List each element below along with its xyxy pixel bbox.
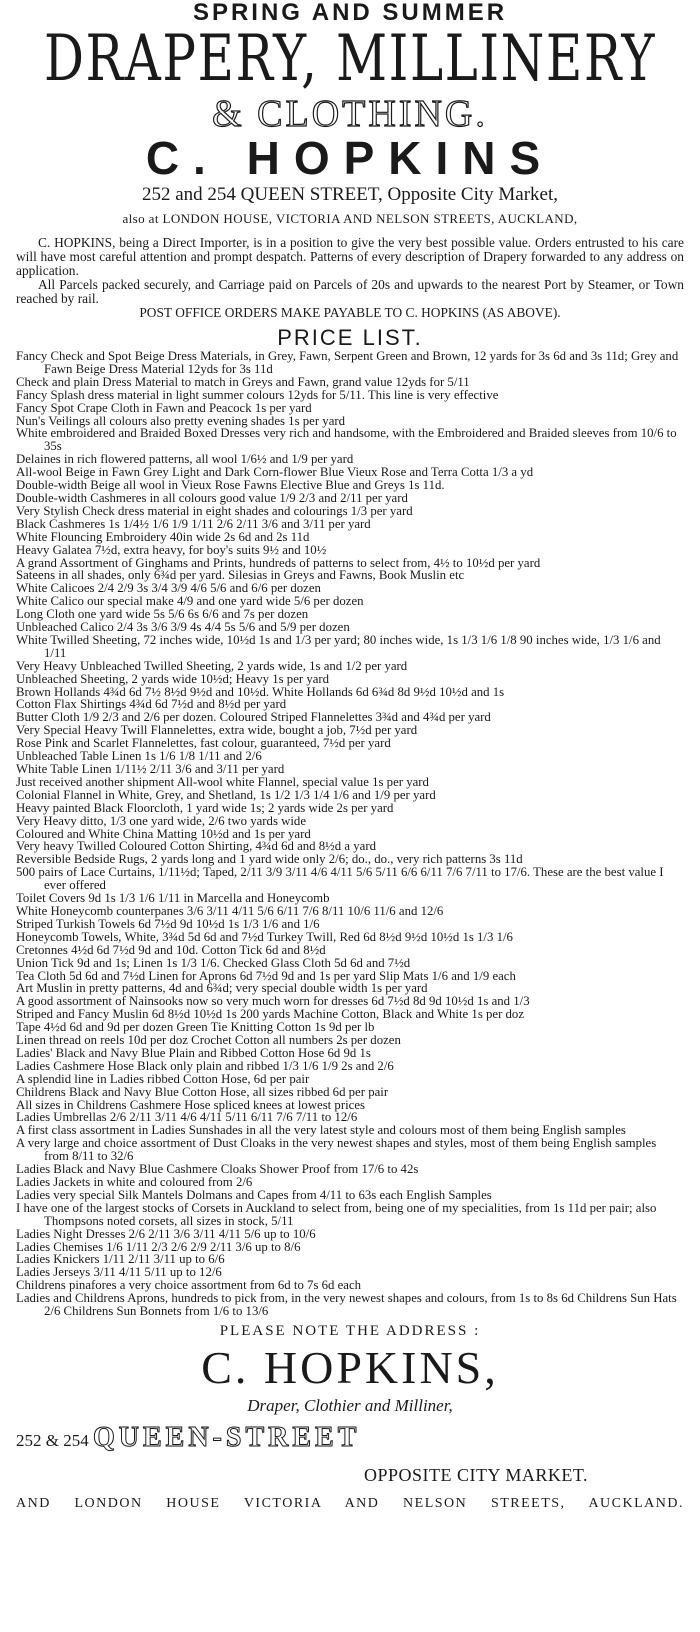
price-list-item: White Twilled Sheeting, 72 inches wide, 10½d 1s and 1/3 per yard; 80 inches wide, 1s 1/3 1/6 1/8 90 inches wide, 1/3 1/6 and 1/11	[16, 632, 661, 660]
price-list-item: Childrens Black and Navy Blue Cotton Hose, all sizes ribbed 6d per pair	[16, 1084, 389, 1099]
price-list-item: Ladies Knickers 1/11 2/11 3/11 up to 6/6	[16, 1252, 225, 1267]
address-branch: also at LONDON HOUSE, VICTORIA AND NELSON STREETS, AUCKLAND,	[122, 211, 578, 226]
price-list-item: Toilet Covers 9d 1s 1/3 1/6 1/11 in Marcella and Honeycomb	[16, 891, 330, 906]
season-heading: SPRING AND SUMMER	[192, 0, 508, 26]
intro	[16, 236, 684, 320]
street-number: 252 & 254	[16, 1430, 89, 1450]
price-list-item: Colonial Flannel in White, Grey, and Shetland, 1s 1/2 1/3 1/4 1/6 and 1/9 per yard	[16, 787, 436, 802]
price-list-item: White Calicoes 2/4 2/9 3s 3/4 3/9 4/6 5/6 and 6/6 per dozen	[16, 581, 321, 596]
price-list	[16, 350, 684, 1318]
signature-branch: AND LONDON HOUSE VICTORIA AND NELSON STREETS, AUCKLAND.	[16, 1495, 684, 1511]
signature-opposite: OPPOSITE CITY MARKET.	[363, 1464, 588, 1485]
price-list-item: Long Cloth one yard wide 5s 5/6 6s 6/6 and 7s per dozen	[16, 607, 309, 622]
street-name: QUEEN-STREET	[92, 1421, 361, 1453]
price-list-item: Ladies and Childrens Aprons, hundreds to pick from, in the very newest shapes and colours, from 1s to 8s 6d Childrens Sun Hats 2/6 Childrens Sun Bonnets from 1/6 to 13/6	[16, 1291, 677, 1319]
price-list-item: A grand Assortment of Ginghams and Prints, hundreds of patterns to select from, 4½ to 10½d per yard	[16, 555, 541, 570]
price-list-item: Unbleached Sheeting, 2 yards wide 10½d; Heavy 1s per yard	[16, 671, 330, 686]
price-list-item: Heavy Galatea 7½d, extra heavy, for boy's suits 9½ and 10½	[16, 542, 327, 557]
price-list-item: Ladies Black and Navy Blue Cashmere Cloaks Shower Proof from 17/6 to 42s	[16, 1162, 419, 1177]
price-list-item: Sateens in all shades, only 6¾d per yard. Silesias in Greys and Fawns, Book Muslin etc	[16, 568, 465, 583]
price-list-item: White Honeycomb counterpanes 3/6 3/11 4/11 5/6 6/11 7/6 8/11 10/6 11/6 and 12/6	[16, 903, 444, 918]
price-list-item: Striped Turkish Towels 6d 7½d 9d 10½d 1s 1/3 1/6 and 1/6	[16, 916, 320, 931]
subtitle: & CLOTHING.	[212, 93, 488, 135]
address-note: PLEASE NOTE THE ADDRESS :	[219, 1322, 481, 1339]
price-list-item: Fancy Splash dress material in light summer colours 12yds for 5/11. This line is very effective	[16, 387, 499, 402]
price-list-item: White Calico our special make 4/9 and one yard wide 5/6 per dozen	[16, 594, 364, 609]
price-list-item: Linen thread on reels 10d per doz Crochet Cotton all numbers 2s per dozen	[16, 1033, 401, 1048]
intro-paragraph: C. HOPKINS, being a Direct Importer, is in a position to give the very best possible value. Orders entrusted to his care will have most careful attention and prompt despatch. Patterns of every description of Drapery forwarded to any address on application.	[16, 235, 684, 278]
price-list-item: White Table Linen 1/11½ 2/11 3/6 and 3/11 per yard	[16, 762, 285, 776]
price-list-item: Striped and Fancy Muslin 6d 8½d 10½d 1s 200 yards Machine Cotton, Black and White 1s per doz	[16, 1007, 525, 1022]
price-list-title: PRICE LIST.	[277, 325, 423, 350]
price-list-item: I have one of the largest stocks of Corsets in Auckland to select from, being one of my specialities, from 1s 11d per pair; also Thompsons noted corsets, all sizes in stock, 5/11	[16, 1200, 657, 1228]
price-list-item: Ladies' Black and Navy Blue Plain and Ribbed Cotton Hose 6d 9d 1s	[16, 1045, 371, 1060]
price-list-item: Unbleached Calico 2/4 3s 3/6 3/9 4s 4/4 5s 5/6 and 5/9 per dozen	[16, 620, 350, 635]
price-list-item: Coloured and White China Matting 10½d and 1s per yard	[16, 826, 311, 841]
signature-street	[16, 1418, 684, 1461]
intro-orders: POST OFFICE ORDERS MAKE PAYABLE TO C. HOPKINS (AS ABOVE).	[139, 305, 561, 320]
price-list-item: Union Tick 9d and 1s; Linen 1s 1/3 1/6. Checked Glass Cloth 5d 6d and 7½d	[16, 955, 411, 970]
price-list-item: Ladies Chemises 1/6 1/11 2/3 2/6 2/9 2/11 3/6 up to 8/6	[16, 1239, 301, 1254]
price-list-item: Ladies Jerseys 3/11 4/11 5/11 up to 12/6	[16, 1265, 222, 1280]
price-list-item: A first class assortment in Ladies Sunshades in all the very latest style and colours most of them being English samples	[16, 1123, 626, 1138]
price-list-item: Ladies Cashmere Hose Black only plain and ribbed 1/3 1/6 1/9 2s and 2/6	[16, 1058, 394, 1073]
price-list-item: Double-width Beige all wool in Vieux Rose Fawns Elective Blue and Greys 1s 11d.	[16, 478, 445, 493]
price-list-item: Fancy Spot Crape Cloth in Fawn and Peacock 1s per yard	[16, 400, 312, 415]
signature-name: C. HOPKINS,	[201, 1341, 499, 1393]
price-list-item: Childrens pinafores a very choice assortment from 6d to 7s 6d each	[16, 1278, 362, 1293]
price-list-item: Very Heavy Unbleached Twilled Sheeting, 2 yards wide, 1s and 1/2 per yard	[16, 658, 408, 673]
price-list-item: Fancy Check and Spot Beige Dress Materials, in Grey, Fawn, Serpent Green and Brown, 12 yards for 3s 6d and 3s 11d; Grey and Fawn Beige Dress Material 12yds for 3s 11d	[16, 349, 679, 376]
address-main: 252 and 254 QUEEN STREET, Opposite City Market,	[141, 184, 558, 205]
price-list-item: Reversible Bedside Rugs, 2 yards long and 1 yard wide only 2/6; do., do., very rich patterns 3s 11d	[16, 852, 523, 867]
price-list-item: Very heavy Twilled Coloured Cotton Shirting, 4¾d 6d and 8½d a yard	[16, 839, 376, 854]
intro-paragraph: All Parcels packed securely, and Carriage paid on Parcels of 20s and upwards to the nearest Port by Steamer, or Town reached by rail.	[16, 277, 684, 306]
price-list-item: Very Special Heavy Twill Flannelettes, extra wide, bought a job, 7½d per yard	[16, 723, 418, 738]
price-list-item: All-wool Beige in Fawn Grey Light and Dark Corn-flower Blue Vieux Rose and Terra Cotta 1/3 a yd	[16, 465, 534, 480]
price-list-item: Heavy painted Black Floorcloth, 1 yard wide 1s; 2 yards wide 2s per yard	[16, 800, 394, 815]
advertisement	[8, 0, 692, 1632]
price-list-item: White Flouncing Embroidery 40in wide 2s 6d and 2s 11d	[16, 529, 310, 544]
main-title: DRAPERY, MILLINERY	[43, 22, 657, 96]
price-list-item: Just received another shipment All-wool white Flannel, special value 1s per yard	[16, 774, 429, 789]
price-list-item: Rose Pink and Scarlet Flannelettes, fast colour, guaranteed, 7½d per yard	[16, 736, 391, 751]
signature-role: Draper, Clothier and Milliner,	[247, 1395, 453, 1415]
price-list-item: Ladies very special Silk Mantels Dolmans and Capes from 4/11 to 63s each English Samples	[16, 1187, 492, 1202]
price-list-item: Very Stylish Check dress material in eight shades and colourings 1/3 per yard	[16, 503, 413, 518]
merchant-name: C. HOPKINS	[145, 132, 555, 184]
price-list-item: Ladies Night Dresses 2/6 2/11 3/6 3/11 4/11 5/6 up to 10/6	[16, 1226, 316, 1241]
price-list-item: Butter Cloth 1/9 2/3 and 2/6 per dozen. Coloured Striped Flannelettes 3¾d and 4¾d per yard	[16, 710, 491, 725]
price-list-item: Tape 4½d 6d and 9d per dozen Green Tie Knitting Cotton 1s 9d per lb	[16, 1020, 375, 1035]
price-list-item: Black Cashmeres 1s 1/4½ 1/6 1/9 1/11 2/6 2/11 3/6 and 3/11 per yard	[16, 516, 371, 531]
price-list-item: A good assortment of Nainsooks now so very much worn for dresses 6d 7½d 8d 9d 10½d 1s and 1/3	[16, 994, 530, 1009]
price-list-item: Ladies Jackets in white and coloured from 2/6	[16, 1175, 253, 1189]
price-list-item: Cotton Flax Shirtings 4¾d 6d 7½d and 8½d per yard	[16, 697, 287, 712]
price-list-item: Honeycomb Towels, White, 3¾d 5d 6d and 7½d Turkey Twill, Red 6d 8½d 9½d 10½d 1s 1/3 1/6	[16, 929, 513, 944]
price-list-item: Brown Hollands 4¾d 6d 7½ 8½d 9½d and 10½d. White Hollands 6d 6¾d 8d 9½d 10½d and 1s	[16, 684, 505, 699]
price-list-item: White embroidered and Braided Boxed Dresses very rich and handsome, with the Embroidered and Braided sleeves from 10/6 to 35s	[16, 426, 677, 454]
price-list-item: Check and plain Dress Material to match in Greys and Fawn, grand value 12yds for 5/11	[16, 374, 470, 389]
price-list-item: Double-width Cashmeres in all colours good value 1/9 2/3 and 2/11 per yard	[16, 490, 408, 505]
price-list-item: All sizes in Childrens Cashmere Hose spliced knees at lowest prices	[16, 1097, 365, 1112]
price-list-item: Ladies Umbrellas 2/6 2/11 3/11 4/6 4/11 5/11 6/11 7/6 7/11 to 12/6	[16, 1110, 358, 1125]
price-list-item: Tea Cloth 5d 6d and 7½d Linen for Aprons 6d 7½d 9d and 1s per yard Slip Mats 1/6 and 1/9 each	[16, 968, 516, 983]
price-list-item: A splendid line in Ladies ribbed Cotton Hose, 6d per pair	[16, 1071, 310, 1086]
price-list-item: 500 pairs of Lace Curtains, 1/11½d; Taped, 2/11 3/9 3/11 4/6 4/11 5/6 5/11 6/6 6/11 7/6 7/11 to 17/6. These are the best value I ever offered	[16, 865, 664, 893]
price-list-item: Unbleached Table Linen 1s 1/6 1/8 1/11 and 2/6	[16, 749, 262, 764]
price-list-item: Cretonnes 4½d 6d 7½d 9d and 10d. Cotton Tick 6d and 8½d	[16, 942, 326, 957]
price-list-item: Art Muslin in pretty patterns, 4d and 6¾d; very special double width 1s per yard	[16, 981, 428, 996]
price-list-item: Very Heavy ditto, 1/3 one yard wide, 2/6 two yards wide	[16, 813, 306, 828]
price-list-item: Nun's Veilings all colours also pretty evening shades 1s per yard	[16, 413, 346, 428]
price-list-item: Delaines in rich flowered patterns, all wool 1/6½ and 1/9 per yard	[16, 452, 354, 467]
price-list-item: A very large and choice assortment of Dust Cloaks in the very newest shapes and styles, most of them being English samples from 8/11 to 32/6	[16, 1136, 657, 1164]
